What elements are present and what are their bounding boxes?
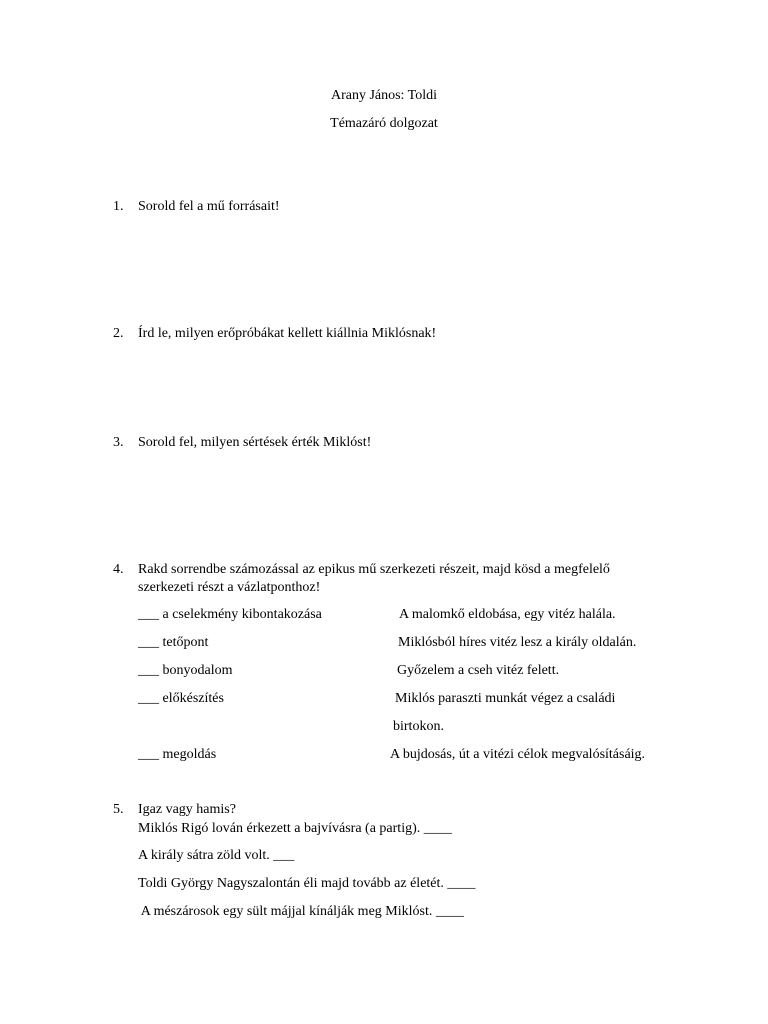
document-title: Arany János: Toldi — [330, 88, 438, 103]
outline-point-item: Miklósból híres vitéz lesz a király oldalán. — [398, 635, 637, 650]
document-subtitle: Témazáró dolgozat — [330, 116, 438, 131]
question-2-number: 2. — [113, 326, 124, 341]
structure-part-item: ___ megoldás — [138, 747, 217, 762]
true-false-statement: Toldi György Nagyszalontán éli majd tovább az életét. ____ — [138, 876, 476, 891]
outline-point-item: A bujdosás, út a vitézi célok megvalósításáig. — [390, 747, 646, 762]
true-false-statement: A király sátra zöld volt. ___ — [138, 848, 295, 863]
outline-point-item: Miklós paraszti munkát végez a családi — [395, 691, 616, 706]
question-1-text: Sorold fel a mű forrásait! — [138, 199, 280, 214]
outline-point-item: A malomkő eldobása, egy vitéz halála. — [399, 607, 616, 622]
question-1-number: 1. — [113, 199, 124, 214]
question-5-text: Igaz vagy hamis? — [138, 802, 236, 817]
outline-point-item-continuation: birtokon. — [393, 719, 444, 734]
question-3-number: 3. — [113, 435, 124, 450]
structure-part-item: ___ bonyodalom — [138, 663, 233, 678]
structure-part-item: ___ tetőpont — [138, 635, 209, 650]
outline-point-item: Győzelem a cseh vitéz felett. — [397, 663, 560, 678]
question-3-text: Sorold fel, milyen sértések érték Miklóst! — [138, 435, 372, 450]
structure-part-item: ___ előkészítés — [138, 691, 224, 706]
question-4-text-line2: szerkezeti részt a vázlatponthoz! — [138, 580, 321, 595]
question-4-number: 4. — [113, 562, 124, 577]
structure-part-item: ___ a cselekmény kibontakozása — [138, 607, 322, 622]
question-5-number: 5. — [113, 802, 124, 817]
true-false-statement: Miklós Rigó lován érkezett a bajvívásra (a partig). ____ — [138, 821, 452, 836]
question-4-text-line1: Rakd sorrendbe számozással az epikus mű szerkezeti részeit, majd kösd a megfelelő — [138, 562, 610, 577]
question-2-text: Írd le, milyen erőpróbákat kellett kiállnia Miklósnak! — [138, 326, 437, 341]
true-false-statement: A mészárosok egy sült májjal kínálják meg Miklóst. ____ — [138, 904, 464, 919]
